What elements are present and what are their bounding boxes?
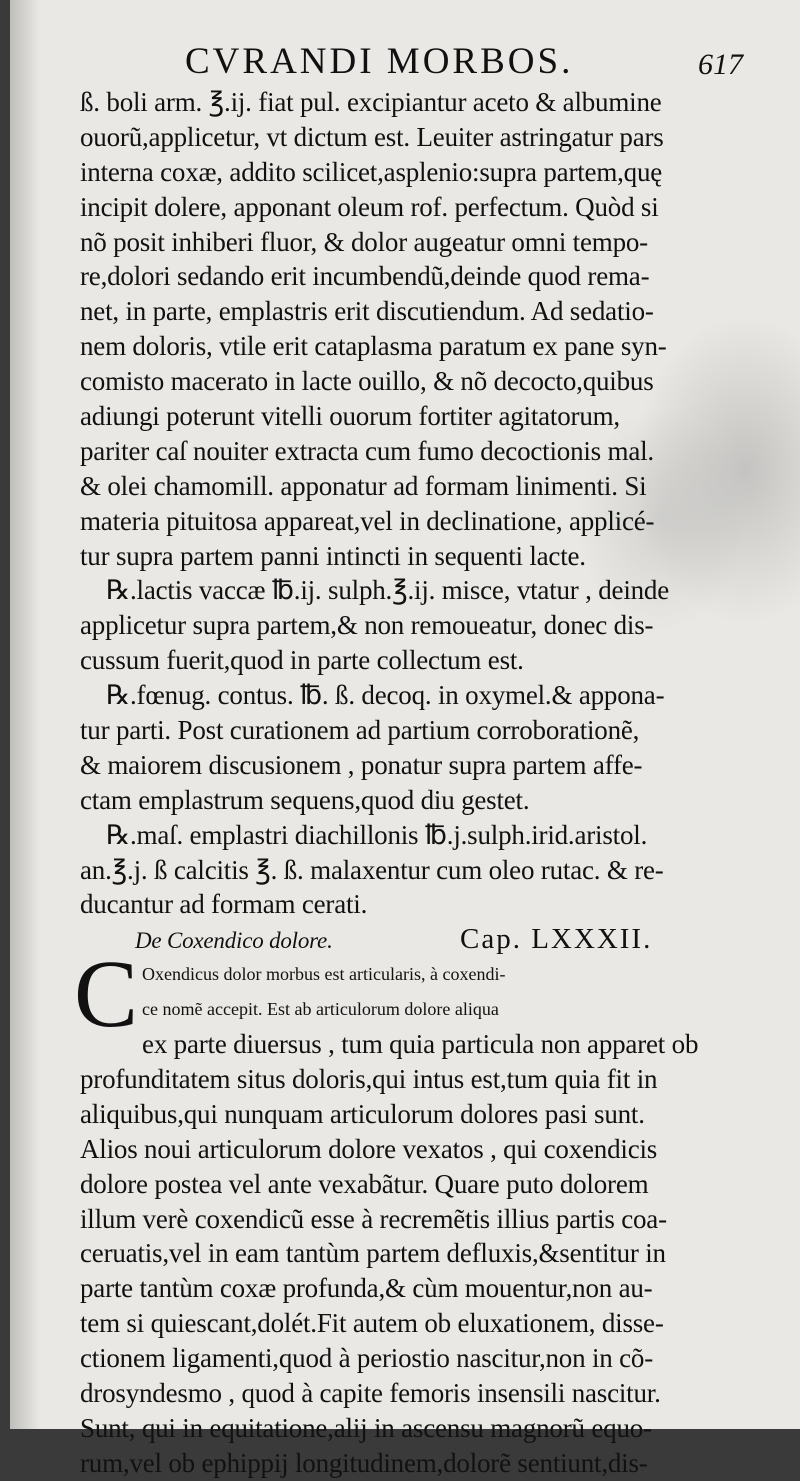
text-line: Oxendicus dolor morbus est articularis, à coxendi- [142,964,506,985]
text-line: tur supra partem panni intincti in sequenti lacte. [80,540,586,571]
text-line: adiungi poterunt vitelli ouorum fortiter agitatorum, [80,401,620,432]
text-line: tem si quiescant,dolét.Fit autem ob eluxationem, disse- [80,1308,664,1339]
text-line: ctionem ligamenti,quod à periostio nascitur,non in cõ- [80,1343,653,1374]
drop-cap-initial: C [74,940,139,1048]
chapter-number: Cap. LXXXII. [460,923,653,956]
book-page [10,0,800,1478]
body-text [74,85,740,1481]
text-line: net, in parte, emplastris erit discutiendum. Ad sedatio- [80,296,654,327]
text-line: rum,vel ob ephippij longitudinem,dolorẽ sentiunt,dis- [80,1447,648,1478]
page-number: 617 [698,48,743,81]
text-line: incipit dolere, apponant oleum rof. perfectum. Quòd si [80,191,659,222]
recipe-line: ℞.fœnug. contus. ℔. ß. decoq. in oxymel.& appona- [106,680,665,711]
recipe-line: & maiorem discusionem , ponatur supra partem affe- [80,749,643,780]
text-line: ouorũ,applicetur, vt dictum est. Leuiter astringatur pars [80,121,664,152]
recipe-line: tur parti. Post curationem ad partium corroborationẽ, [80,715,640,746]
text-line: re,dolori sedando erit incumbendũ,deinde quod rema- [80,261,650,292]
text-line: comisto macerato in lacte ouillo, & nõ decocto,quibus [80,366,654,397]
text-line: nem doloris, vtile erit cataplasma paratum ex pane syn- [80,331,667,362]
recipe-line: cussum fuerit,quod in parte collectum est. [80,645,524,676]
text-line: illum verè coxendicũ esse à recremẽtis illius partis coa- [80,1203,667,1234]
text-line: Sunt, qui in equitatione,alij in ascensu magnorũ equo- [80,1412,652,1443]
text-line: pariter caſ nouiter extracta cum fumo decoctionis mal. [80,435,654,466]
chapter-heading [80,922,740,957]
recipe-line: applicetur supra partem,& non remoueatur, donec dis- [80,610,654,641]
text-line: nõ posit inhiberi fluor, & dolor augeatur omni tempo- [80,226,648,257]
text-line: ce nomẽ accepit. Est ab articulorum dolore aliqua [142,999,499,1020]
text-line: ceruatis,vel in eam tantùm partem defluxis,&sentitur in [80,1238,666,1269]
text-line: ß. boli arm. ℥.ij. fiat pul. excipiantur aceto & albumine [80,87,662,117]
text-line: materia pituitosa appareat,vel in declinatione, applicé- [80,505,655,536]
text-line: interna coxæ, addito scilicet,asplenio:supra partem,quę [80,156,663,187]
text-line: parte tantùm coxæ profunda,& cùm mouentur,non au- [80,1273,653,1304]
text-line: dolore postea vel ante vexabãtur. Quare puto dolorem [80,1168,649,1199]
chapter-title: De Coxendico dolore. [135,928,333,954]
running-head-title: CVRANDI MORBOS. [185,41,574,82]
recipe-line: ℞.lactis vaccæ ℔.ij. sulph.℥.ij. misce, vtatur , deinde [106,575,670,606]
text-line: drosyndesmo , quod à capite femoris insensili nascitur. [80,1377,661,1408]
text-line: profunditatem situs doloris,qui intus est,tum quia fit in [80,1063,658,1094]
running-head [10,40,800,84]
text-line: & olei chamomill. apponatur ad formam linimenti. Si [80,470,647,501]
recipe-line: an.℥.j. ß calcitis ℥. ß. malaxentur cum oleo rutac. & re- [80,854,664,885]
text-line: aliquibus,qui nunquam articulorum dolores pasi sunt. [80,1098,645,1129]
recipe-line: ℞.maſ. emplastri diachillonis ℔.j.sulph.irid.aristol. [106,819,648,850]
text-line: Alios noui articulorum dolore vexatos , qui coxendicis [80,1133,658,1164]
recipe-line: ctam emplastrum sequens,quod diu gestet. [80,784,530,815]
recipe-line: ducantur ad formam cerati. [80,889,368,920]
text-line: ex parte diuersus , tum quia particula non apparet ob [142,1029,699,1060]
